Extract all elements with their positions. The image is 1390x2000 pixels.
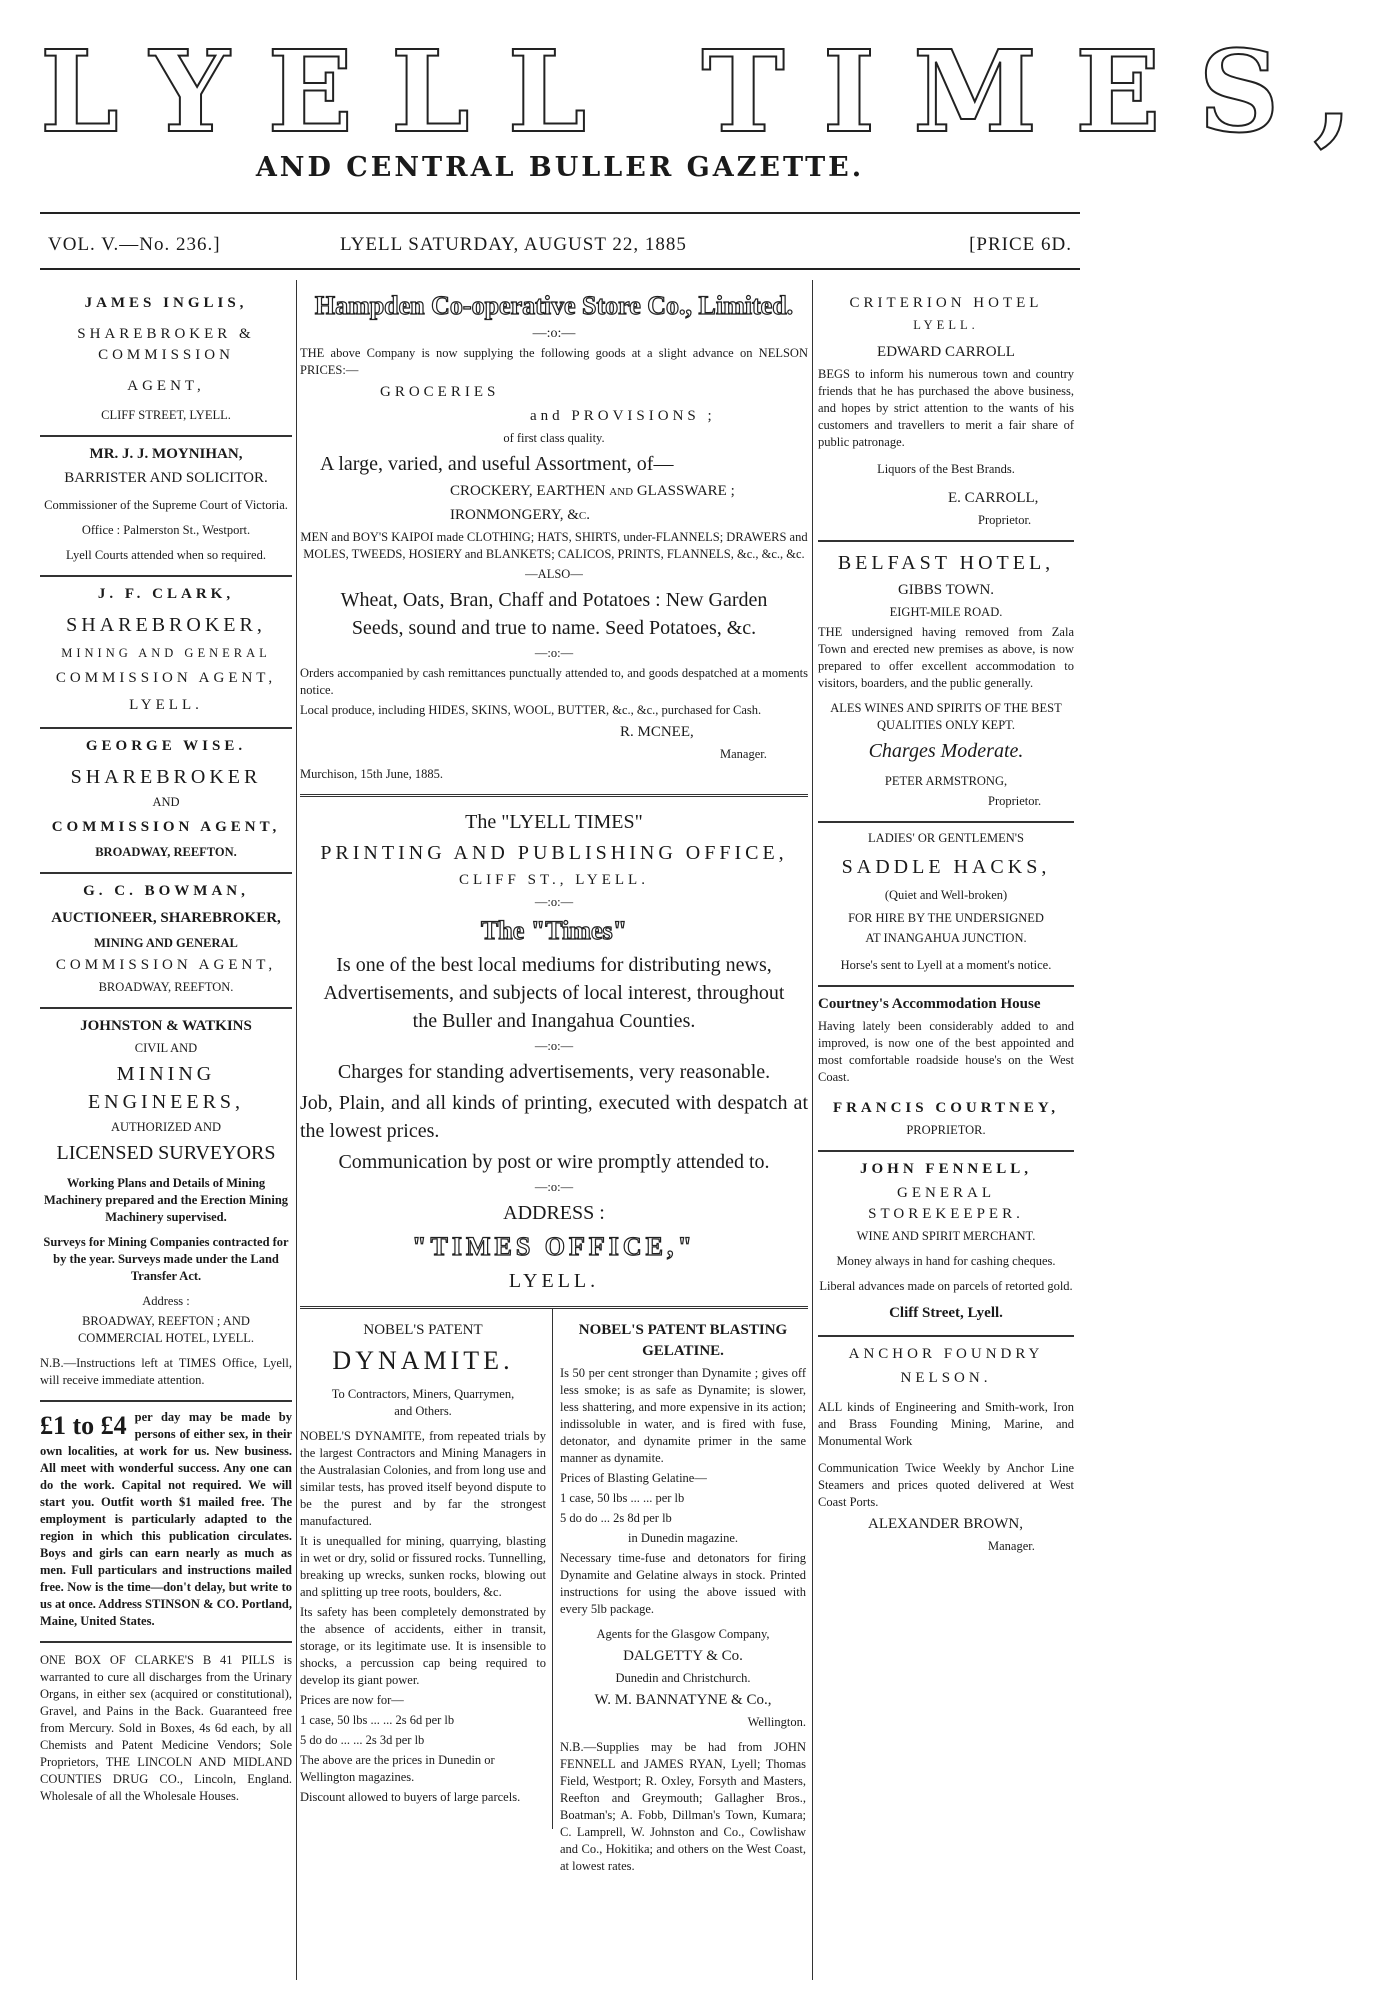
ad-gelatine-l4: 1 case, 50 lbs ... ... per lb: [560, 1491, 685, 1505]
ad-saddle-l3: (Quiet and Well-broken): [884, 888, 1008, 902]
ad-fennell-l1: JOHN FENNELL,: [859, 1161, 1032, 1177]
ad-fennell-l4: Money always in hand for cashing cheques.: [836, 1254, 1056, 1268]
ad-gelatine-l6: in Dunedin magazine.: [627, 1531, 739, 1545]
ad-hampden-l11: Local produce, including HIDES, SKINS, WOOL, BUTTER, &c., &c., purchased for Cash.: [300, 703, 762, 717]
ad-stinson: [40, 1402, 292, 1643]
ad-clark-line3: COMMISSION AGENT,: [55, 670, 277, 686]
ad-wise-line2: AND: [152, 795, 180, 809]
ad-wise: [40, 729, 292, 874]
ad-johnston-line7: Address :: [142, 1294, 190, 1308]
ad-courtney-l1: Courtney's Accommodation House: [818, 996, 1041, 1012]
ad-moynihan-line2: Commissioner of the Supreme Court of Victoria.: [44, 498, 288, 512]
ad-dynamite-l2: DYNAMITE.: [332, 1346, 514, 1375]
ad-johnston: [40, 1009, 292, 1402]
ad-saddle-l2: SADDLE HACKS,: [841, 856, 1051, 878]
ad-hampden-l10: Orders accompanied by cash remittances punctually attended to, and goods despatched at a moments notice.: [300, 666, 808, 697]
ad-hampden-title: Hampden Co-operative Store Co., Limited.: [314, 291, 794, 320]
ad-anchor-l3: ALL kinds of Engineering and Smith-work, Iron and Brass Founding Mining, Marine, and Monumental Work: [818, 1400, 1074, 1448]
ad-fennell-l5: Liberal advances made on parcels of retorted gold.: [819, 1279, 1073, 1293]
ad-dynamite-l1: NOBEL'S PATENT: [363, 1322, 483, 1338]
ad-gelatine-l5: 5 do do ... 2s 8d per lb: [560, 1511, 672, 1525]
ad-moynihan-line4: Lyell Courts attended when so required.: [66, 548, 266, 562]
ad-gelatine-l8: Agents for the Glasgow Company,: [596, 1627, 770, 1641]
masthead-rule: [40, 212, 1080, 214]
ad-fennell-l6: Cliff Street, Lyell.: [889, 1305, 1003, 1321]
ad-johnston-line4: LICENSED SURVEYORS: [56, 1142, 276, 1164]
ad-belfast-l3: EIGHT-MILE ROAD.: [889, 605, 1003, 619]
ad-criterion-l6: E. CARROLL,: [948, 490, 1039, 506]
ad-belfast-l6: Charges Moderate.: [868, 740, 1024, 762]
ad-wise-line3: COMMISSION AGENT,: [51, 819, 281, 835]
ad-fennell-l3: WINE AND SPIRIT MERCHANT.: [856, 1229, 1036, 1243]
ad-hampden-intro: THE above Company is now supplying the following goods at a slight advance on NELSON PRICES:—: [300, 346, 808, 377]
ad-anchor-l1: ANCHOR FOUNDRY: [848, 1346, 1044, 1362]
masthead: [40, 27, 1390, 183]
ad-belfast-l1: BELFAST HOTEL,: [837, 552, 1055, 574]
ad-dynamite: [300, 1309, 546, 1809]
ad-inglis-line1: SHAREBROKER & COMMISSION: [77, 326, 255, 363]
ad-belfast-l2: GIBBS TOWN.: [897, 582, 995, 598]
ad-saddle: [818, 823, 1074, 987]
ad-gelatine-l10: Dunedin and Christchurch.: [615, 1671, 751, 1685]
ad-hampden-date: Murchison, 15th June, 1885.: [300, 767, 444, 781]
ad-hampden-l4: A large, varied, and useful Assortment, of—: [320, 453, 674, 475]
ad-belfast-l7: PETER ARMSTRONG,: [884, 774, 1008, 788]
ad-dynamite-l6: Its safety has been completely demonstrated by the absence of accidents, either in transit, storage, or its legitimate use. It is insensible to shocks, a percussion cap being required to develop its giant power.: [300, 1605, 546, 1687]
ad-hampden-sig2: Manager.: [720, 747, 767, 761]
ad-belfast-l4: THE undersigned having removed from Zala Town and erected new premises as above, is now prepared to offer excellent accommodation to visitors, boarders, and the public generally.: [818, 625, 1074, 690]
ad-inglis-name: JAMES INGLIS,: [84, 295, 248, 311]
ad-wise-line1: SHAREBROKER: [70, 766, 262, 788]
ad-inglis: [40, 286, 292, 437]
ad-hampden-l2: and PROVISIONS ;: [530, 408, 716, 424]
ad-hampden-l9: Wheat, Oats, Bran, Chaff and Potatoes : New Garden Seeds, sound and true to name. Seed Potatoes, &c.: [340, 589, 768, 639]
ad-dynamite-l11: Discount allowed to buyers of large parcels.: [300, 1790, 521, 1804]
ad-inglis-line2: AGENT,: [127, 378, 205, 394]
ad-clarke-text: ONE BOX OF CLARKE'S B 41 PILLS is warranted to cure all discharges from the Urinary Organs, in either sex (acquired or constitutional), Gravel, and Pains in the Back. Guaranteed free from Mercury. Sold in Boxes, 4s 6d each, by all Chemists and Patent Medicine Vendors; Sole Proprietors, THE LINCOLN AND MIDLAND COUNTIES DRUG CO., Lincoln, England. Wholesale of all the Wholesale Houses.: [40, 1653, 292, 1803]
ad-criterion-l1: CRITERION HOTEL: [849, 295, 1043, 311]
ad-johnston-line1: CIVIL AND: [134, 1041, 198, 1055]
ad-johnston-line2: MINING ENGINEERS,: [87, 1063, 245, 1113]
ad-criterion-l2: LYELL.: [913, 318, 979, 332]
ad-office-l4: The "Times": [480, 916, 628, 945]
ad-hampden-l6: IRONMONGERY, &c.: [450, 507, 590, 523]
ad-dynamite-l3: To Contractors, Miners, Quarrymen, and Others.: [331, 1387, 515, 1418]
ad-bowman-line2: MINING AND GENERAL: [94, 936, 238, 950]
ad-dynamite-l10: The above are the prices in Dunedin or Wellington magazines.: [300, 1753, 495, 1784]
ad-office-l10: "TIMES OFFICE,": [412, 1232, 696, 1261]
ad-dynamite-l5: It is unequalled for mining, quarrying, blasting in wet or dry, solid or fissured rocks. Tunnelling, breaking up wrecks, sunken rocks, blowing out and splitting up tree roots, boulders, &c.: [300, 1534, 546, 1599]
ad-office-l7: Job, Plain, and all kinds of printing, executed with despatch at the lowest prices.: [300, 1092, 808, 1142]
ad-belfast: [818, 542, 1074, 823]
left-column: [40, 286, 292, 1976]
ad-belfast-l5: ALES WINES AND SPIRITS OF THE BEST QUALITIES ONLY KEPT.: [830, 701, 1062, 732]
ad-criterion-l5: Liquors of the Best Brands.: [877, 462, 1015, 476]
ad-bowman-line1: AUCTIONEER, SHAREBROKER,: [51, 910, 281, 926]
ad-johnston-line5: Working Plans and Details of Mining Machinery prepared and the Erection Mining Machinery supervised.: [43, 1176, 289, 1224]
ad-criterion: [818, 286, 1074, 542]
ad-gelatine-l12: Wellington.: [747, 1715, 806, 1729]
ad-gelatine-l1: NOBEL'S PATENT BLASTING GELATINE.: [578, 1322, 788, 1359]
ad-stinson-text: per day may be made by persons of either sex, in their own localities, at work for us. New business. All meet with wonderful success. Any one can do the work. Capital not required. We will start you. Outfit worth $1 mailed free. The employment is particularly adapted to the region in which this publication circulates. Boys and girls can earn nearly as much as men. Full particulars and instructions mailed free. Now is the time—don't delay, but write to us at once. Address STINSON & CO. Portland, Maine, United States.: [40, 1410, 292, 1628]
ad-anchor-l2: NELSON.: [900, 1370, 992, 1386]
price: [PRICE 6D.: [969, 234, 1072, 255]
ad-bowman-line4: BROADWAY, REEFTON.: [98, 980, 234, 994]
ad-courtney-l4: PROPRIETOR.: [906, 1123, 986, 1137]
ad-inglis-line3: CLIFF STREET, LYELL.: [101, 408, 231, 422]
column-divider: [296, 280, 297, 1980]
ad-office-l9: ADDRESS :: [503, 1202, 605, 1224]
ad-criterion-l3: EDWARD CARROLL: [877, 344, 1015, 360]
ad-bowman: [40, 874, 292, 1009]
ad-anchor-l6: Manager.: [988, 1539, 1035, 1553]
ad-office-l2: PRINTING AND PUBLISHING OFFICE,: [320, 842, 788, 864]
ad-hampden-l7: MEN and BOY'S KAIPOI made CLOTHING; HATS, SHIRTS, under-FLANNELS; DRAWERS and MOLES, TWEEDS, HOSIERY and BLANKETS; CALICOS, PRINTS, FLANNELS, &c., &c., &c.: [300, 530, 808, 561]
ad-johnston-line3: AUTHORIZED AND: [110, 1120, 222, 1134]
ad-dynamite-l7: Prices are now for—: [300, 1693, 404, 1707]
ad-saddle-l6: Horse's sent to Lyell at a moment's notice.: [840, 958, 1052, 972]
ad-office-l8: Communication by post or wire promptly attended to.: [338, 1151, 770, 1173]
masthead-title: LYELL TIMES,: [40, 27, 1390, 158]
ad-times-office: The "LYELL TIMES" PRINTING AND PUBLISHING OFFICE, CLIFF ST., LYELL. —:o:— The "Times" Is one of the best local mediums for distributing news, Advertisements, and subjects of local interest, throughout the Buller and Inangahua Counties. —:o:— Charges for standing advertisements, very reasonable. Job, Plain, and all kinds of printing, executed with despatch at the lowest prices. Communication by post or wire promptly attended to. —:o:— ADDRESS : "TIMES OFFICE," LYELL.: [300, 797, 808, 1309]
ad-clark-line1: SHAREBROKER,: [66, 614, 266, 636]
middle-column: [300, 286, 808, 1976]
ad-gelatine-l7: Necessary time-fuse and detonators for firing Dynamite and Gelatine always in stock. Printed instructions for using the above issued with every 5lb package.: [560, 1551, 806, 1616]
ad-wise-line4: BROADWAY, REEFTON.: [95, 845, 237, 859]
ad-courtney: [818, 987, 1074, 1152]
ad-moynihan-name: MR. J. J. MOYNIHAN,: [89, 446, 243, 462]
ad-stinson-headline: £1 to £4: [40, 1411, 127, 1440]
ad-moynihan-line1: BARRISTER AND SOLICITOR.: [64, 470, 268, 486]
right-column: [818, 286, 1074, 1976]
masthead-subtitle: AND CENTRAL BULLER GAZETTE.: [255, 152, 865, 183]
ad-johnston-line9: N.B.—Instructions left at TIMES Office, Lyell, will receive immediate attention.: [40, 1356, 292, 1387]
ad-hampden-l3: of first class quality.: [503, 431, 605, 445]
ad-saddle-l1: LADIES' OR GENTLEMEN'S: [868, 831, 1024, 845]
dateline: [40, 228, 1080, 262]
ad-hampden-sig: R. MCNEE,: [620, 724, 694, 740]
ad-clark: [40, 577, 292, 729]
ad-gelatine-l9: DALGETTY & Co.: [623, 1648, 743, 1664]
ad-office-l1: The "LYELL TIMES": [465, 811, 643, 833]
ad-clark-line4: LYELL.: [129, 697, 203, 713]
ad-hampden-l1: GROCERIES: [380, 384, 500, 400]
ad-office-l11: LYELL.: [508, 1270, 600, 1292]
ad-office-l3: CLIFF ST., LYELL.: [459, 872, 649, 888]
ad-hampden: Hampden Co-operative Store Co., Limited. —:o:— THE above Company is now supplying the following goods at a slight advance on NELSON PRICES:— GROCERIES and PROVISIONS ; of first class quality. A large, varied, and useful Assortment, of— CROCKERY, EARTHEN and GLASSWARE ; IRONMONGERY, &c. MEN and BOY'S KAIPOI made CLOTHING; HATS, SHIRTS, under-FLANNELS; DRAWERS and MOLES, TWEEDS, HOSIERY and BLANKETS; CALICOS, PRINTS, FLANNELS, &c., &c., &c. —ALSO— Wheat, Oats, Bran, Chaff and Potatoes : New Garden Seeds, sound and true to name. Seed Potatoes, &c. —:o:— Orders accompanied by cash remittances punctually attended to, and goods despatched at a moments notice. Local produce, including HIDES, SKINS, WOOL, BUTTER, &c., &c., purchased for Cash. R. MCNEE, Manager. Murchison, 15th June, 1885.: [300, 289, 808, 797]
ad-gelatine-l11: W. M. BANNATYNE & Co.,: [594, 1692, 772, 1708]
blasting-ads: [300, 1309, 808, 1873]
ad-clarke: [40, 1643, 292, 1805]
ad-hampden-sep: —:o:—: [534, 646, 574, 660]
ad-bowman-line3: COMMISSION AGENT,: [55, 957, 277, 973]
ad-courtney-l2: Having lately been considerably added to and improved, is now one of the best appointed and most comfortable roadside house's on the West Coast.: [818, 1019, 1074, 1084]
ad-gelatine: [560, 1309, 806, 1878]
ad-johnston-line6: Surveys for Mining Companies contracted for by the year. Surveys made under the Land Transfer Act.: [43, 1235, 289, 1283]
ad-moynihan-line3: Office : Palmerston St., Westport.: [81, 523, 251, 537]
ad-criterion-l4: BEGS to inform his numerous town and country friends that he has purchased the above business, and hopes by strict attention to the wants of his customers and travellers to merit a fair share of public patronage.: [818, 367, 1074, 449]
ad-office-l6: Charges for standing advertisements, very reasonable.: [337, 1061, 771, 1083]
dateline-rule: [40, 268, 1080, 270]
ad-belfast-l8: Proprietor.: [988, 794, 1042, 808]
ad-office-sep: —:o:—: [534, 895, 574, 909]
ad-gelatine-l2: Is 50 per cent stronger than Dynamite ; gives off less smoke; is as safe as Dynamite; is slower, less shattering, and more expensive in its action; indissoluble in water, and is fired with fuse, detonator, and dynamite primer in the same manner as dynamite.: [560, 1366, 806, 1465]
ad-johnston-line8: BROADWAY, REEFTON ; AND COMMERCIAL HOTEL, LYELL.: [77, 1314, 255, 1345]
ad-criterion-l7: Proprietor.: [978, 513, 1032, 527]
ad-dynamite-l8: 1 case, 50 lbs ... ... 2s 6d per lb: [300, 1713, 455, 1727]
volume-number: VOL. V.—No. 236.]: [48, 234, 221, 255]
ad-anchor: [818, 1337, 1074, 1555]
ad-fennell: [818, 1152, 1074, 1337]
issue-date: LYELL SATURDAY, AUGUST 22, 1885: [340, 234, 687, 255]
ad-saddle-l4: FOR HIRE BY THE UNDERSIGNED: [848, 911, 1044, 925]
ad-saddle-l5: AT INANGAHUA JUNCTION.: [865, 931, 1027, 945]
ad-anchor-l4: Communication Twice Weekly by Anchor Line Steamers and prices quoted delivered at West Coast Ports.: [818, 1461, 1074, 1509]
ad-gelatine-l3: Prices of Blasting Gelatine—: [560, 1471, 707, 1485]
ad-bowman-name: G. C. BOWMAN,: [83, 883, 249, 899]
ad-anchor-l5: ALEXANDER BROWN,: [868, 1516, 1023, 1532]
ad-hampden-l8: —ALSO—: [525, 567, 583, 581]
ad-dynamite-l9: 5 do do ... ... 2s 3d per lb: [300, 1733, 425, 1747]
ad-gelatine-l13: N.B.—Supplies may be had from JOHN FENNELL and JAMES RYAN, Lyell; Thomas Field, Westport; R. Oxley, Forsyth and Masters, Reefton and Greymouth; Gallagher Bros., Boatman's; A. Fobb, Dillman's Town, Kumara; C. Lamprell, W. Johnston and Co., Cowlishaw and Co., Hokitika; and others on the West Coast, at lowest rates.: [560, 1740, 806, 1873]
ad-hampden-l5: CROCKERY, EARTHEN and GLASSWARE ;: [450, 483, 735, 499]
inner-column-divider: [552, 1309, 553, 1829]
ad-clark-line2: MINING AND GENERAL: [61, 646, 271, 660]
ad-office-l5: Is one of the best local mediums for distributing news, Advertisements, and subjects of local interest, throughout the Buller and Inangahua Counties.: [323, 954, 785, 1032]
column-divider: [812, 280, 813, 1980]
ad-moynihan: [40, 437, 292, 577]
ad-johnston-name: JOHNSTON & WATKINS: [80, 1018, 252, 1034]
ad-clark-name: J. F. CLARK,: [97, 586, 235, 602]
ad-fennell-l2: GENERAL STOREKEEPER.: [868, 1185, 1024, 1222]
ad-wise-name: GEORGE WISE.: [85, 738, 247, 754]
ad-courtney-l3: FRANCIS COURTNEY,: [832, 1100, 1060, 1116]
ad-dynamite-l4: NOBEL'S DYNAMITE, from repeated trials by the largest Contractors and Mining Managers in the Australasian Colonies, and from long use and similar tests, has proved itself beyond dispute to be the purest and by far the strongest manufactured.: [300, 1429, 546, 1528]
